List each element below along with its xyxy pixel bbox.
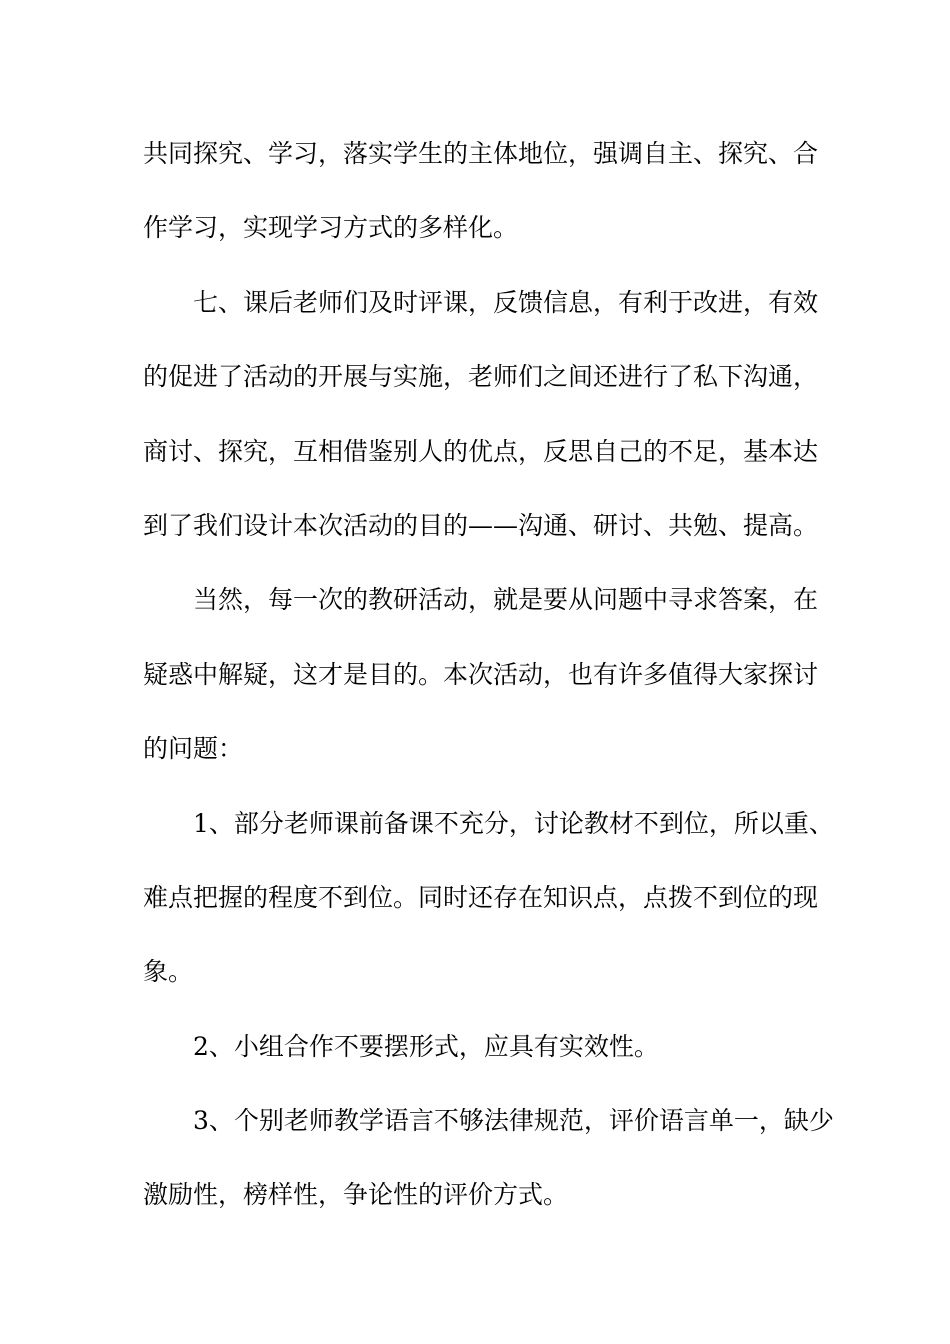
text-line: 的促进了活动的开展与实施，老师们之间还进行了私下沟通，	[143, 362, 819, 392]
text-line: 商讨、探究，互相借鉴别人的优点，反思自己的不足，基本达	[143, 436, 819, 466]
text-line: 象。	[143, 957, 194, 987]
paragraph-start-line: 七、课后老师们及时评课，反馈信息，有利于改进，有效	[193, 287, 819, 317]
text-line: 到了我们设计本次活动的目的——沟通、研讨、共勉、提高。	[143, 510, 819, 540]
list-item-line: 2、小组合作不要摆形式，应具有实效性。	[193, 1031, 659, 1061]
paragraph-start-line: 当然，每一次的教研活动，就是要从问题中寻求答案，在	[193, 585, 819, 615]
text-line: 的问题：	[143, 734, 244, 764]
text-line: 共同探究、学习，落实学生的主体地位，强调自主、探究、合	[143, 139, 819, 168]
text-line: 疑惑中解疑，这才是目的。本次活动，也有许多值得大家探讨	[143, 659, 819, 689]
text-line: 作学习，实现学习方式的多样化。	[143, 213, 519, 243]
text-line: 难点把握的程度不到位。同时还存在知识点，点拨不到位的现	[143, 882, 819, 912]
text-line: 激励性，榜样性，争论性的评价方式。	[143, 1180, 569, 1210]
list-item-line: 3、个别老师教学语言不够法律规范，评价语言单一，缺少	[193, 1106, 834, 1136]
document-body	[143, 128, 834, 1244]
list-item-line: 1、部分老师课前备课不充分，讨论教材不到位，所以重、	[193, 808, 834, 838]
